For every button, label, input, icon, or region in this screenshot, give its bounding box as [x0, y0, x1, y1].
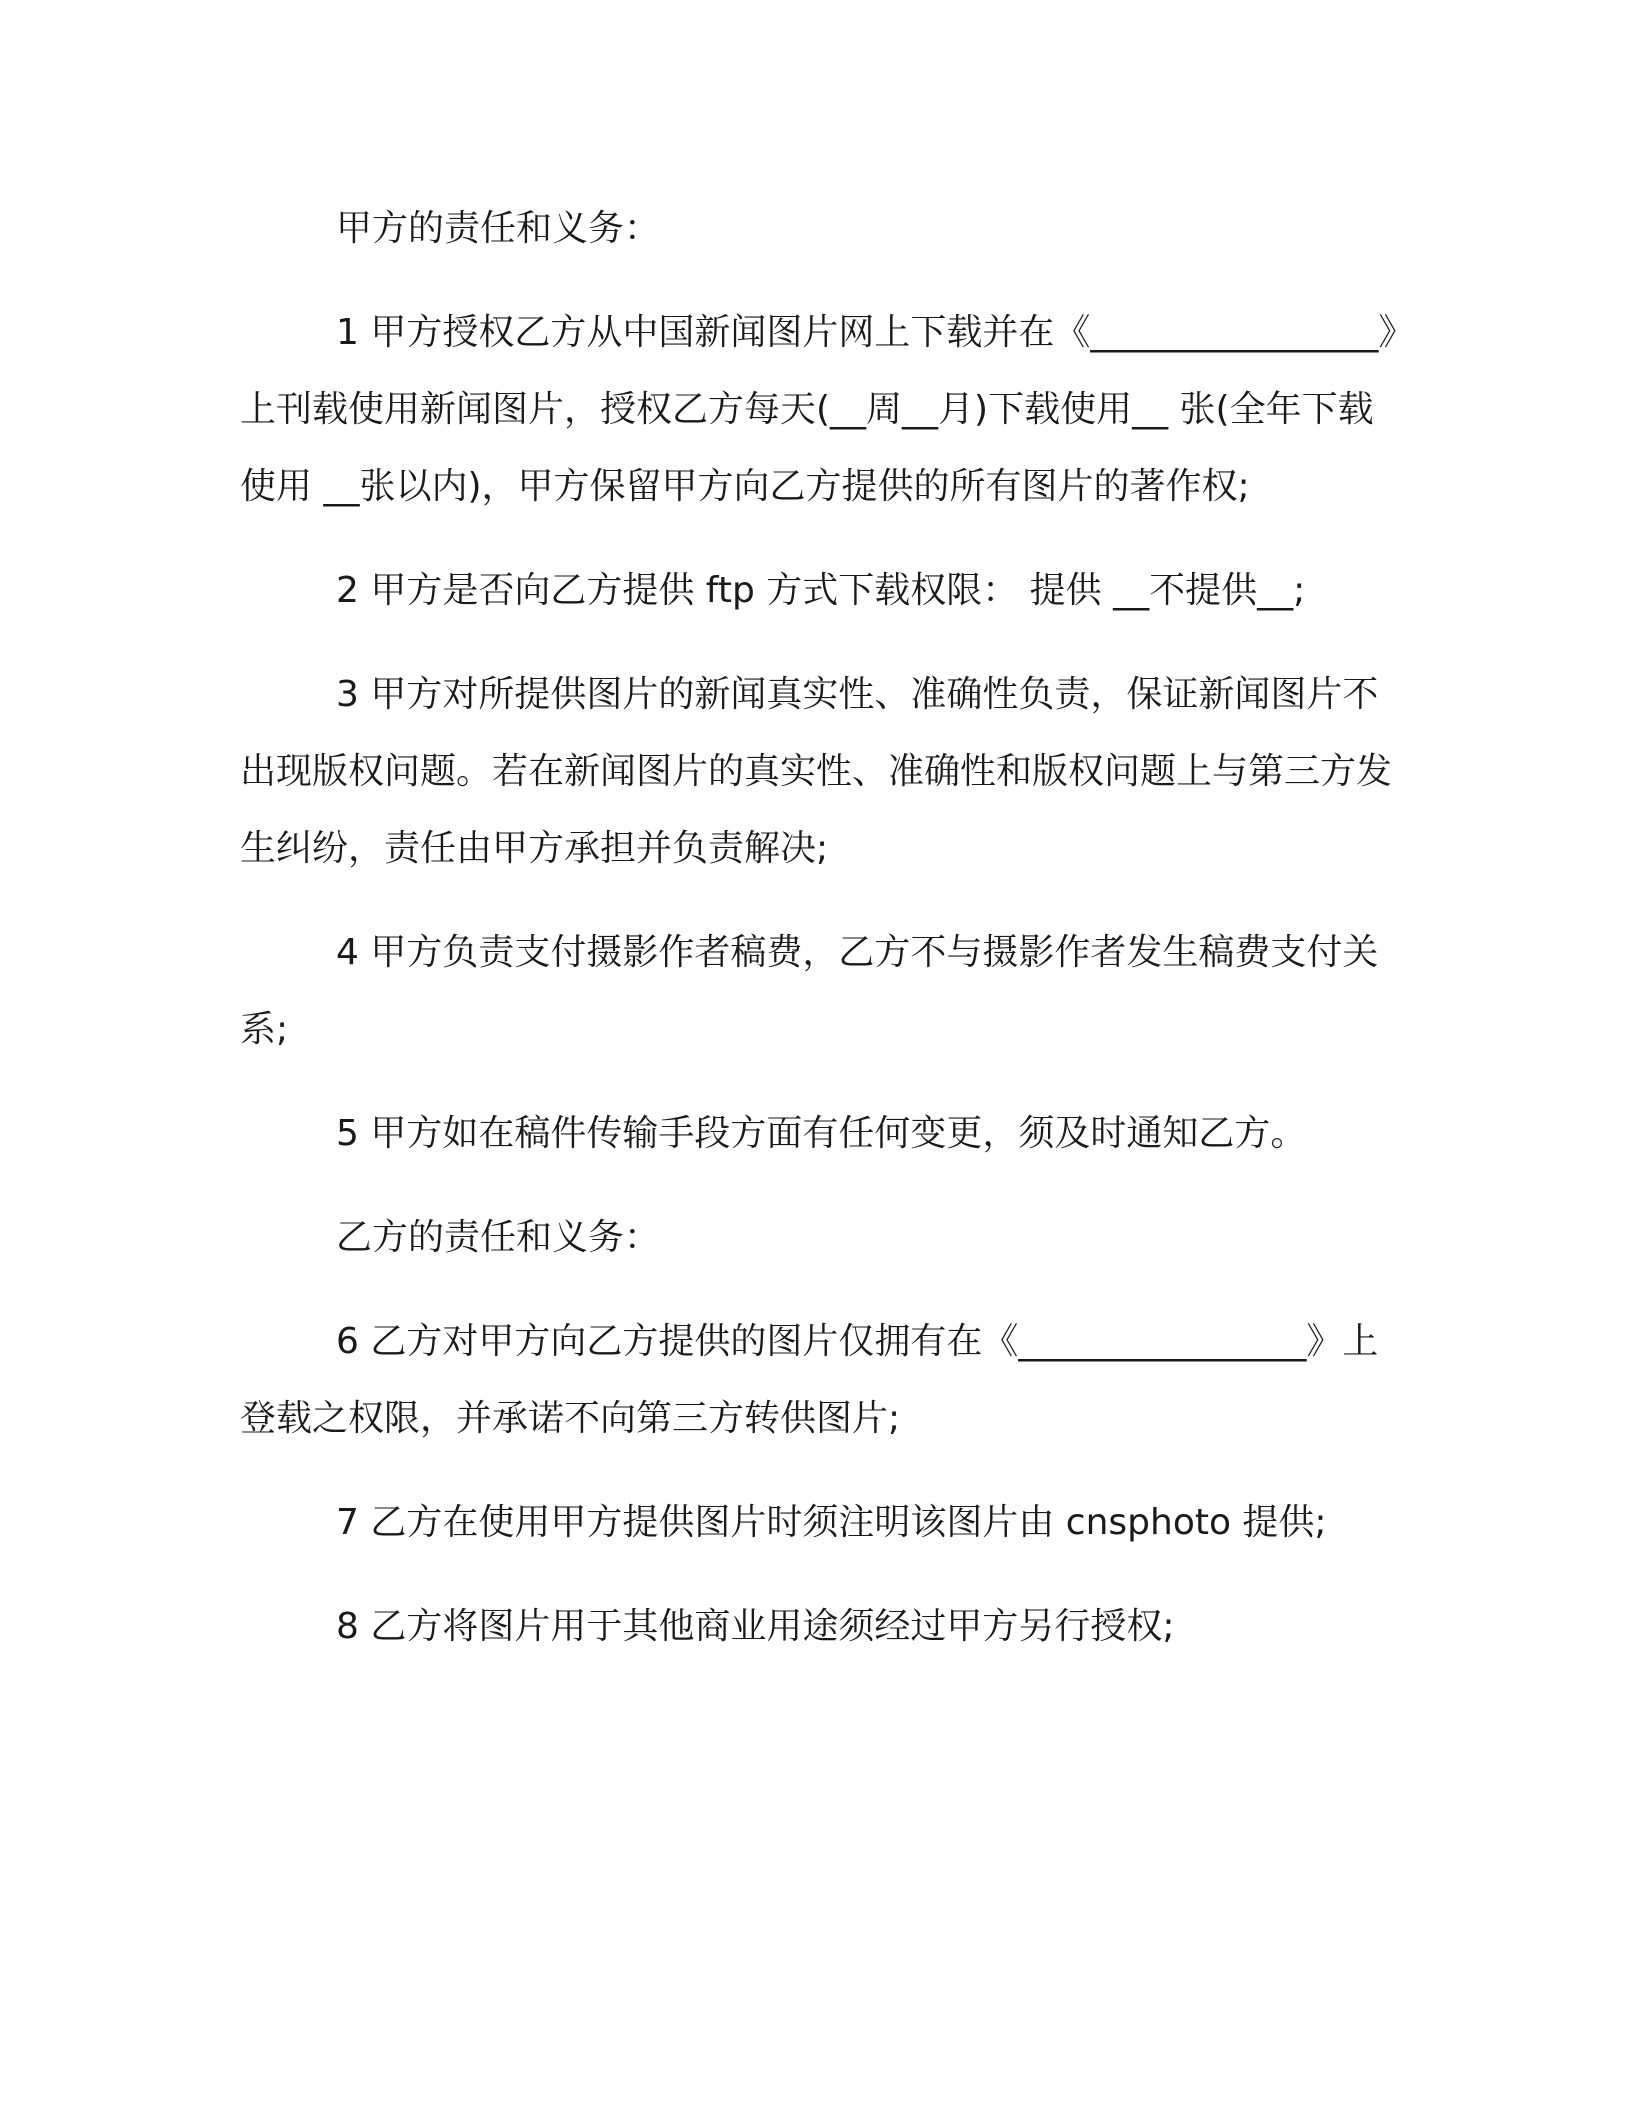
clause-2: 2 甲方是否向乙方提供 ftp 方式下载权限： 提供 __不提供__;: [336, 570, 1306, 611]
document-body: [240, 190, 1402, 1665]
paragraph-gap: [240, 629, 1402, 656]
section-heading-party-a: 甲方的责任和义务：: [336, 208, 661, 249]
clause-5: 5 甲方如在稿件传输手段方面有任何变更，须及时通知乙方。: [336, 1113, 1307, 1154]
paragraph-gap: [240, 1457, 1402, 1484]
section-heading-party-b: 乙方的责任和义务：: [336, 1217, 661, 1258]
clause-6: 6 乙方对甲方向乙方提供的图片仅拥有在《________________》上登载之权限，并承诺不向第三方转供图片;: [240, 1321, 1379, 1439]
paragraph-gap: [240, 525, 1402, 552]
paragraph-gap: [240, 887, 1402, 914]
clause-1: 1 甲方授权乙方从中国新闻图片网上下载并在《________________》上刊载使用新闻图片，授权乙方每天(__周__月)下载使用__ 张(全年下载使用 __张以内)，甲方保留甲方向乙方提供的所有图片的著作权;: [240, 312, 1397, 507]
paragraph-gap: [240, 1276, 1402, 1303]
paragraph-gap: [240, 1561, 1402, 1588]
clause-3: 3 甲方对所提供图片的新闻真实性、准确性负责，保证新闻图片不出现版权问题。若在新闻图片的真实性、准确性和版权问题上与第三方发生纠纷，责任由甲方承担并负责解决;: [240, 674, 1393, 869]
clause-4: 4 甲方负责支付摄影作者稿费，乙方不与摄影作者发生稿费支付关系;: [240, 932, 1379, 1050]
paragraph-gap: [240, 267, 1402, 294]
clause-7: 7 乙方在使用甲方提供图片时须注明该图片由 cnsphoto 提供;: [336, 1502, 1327, 1543]
paragraph-gap: [240, 1172, 1402, 1199]
clause-8: 8 乙方将图片用于其他商业用途须经过甲方另行授权;: [336, 1606, 1175, 1647]
paragraph-gap: [240, 1068, 1402, 1095]
